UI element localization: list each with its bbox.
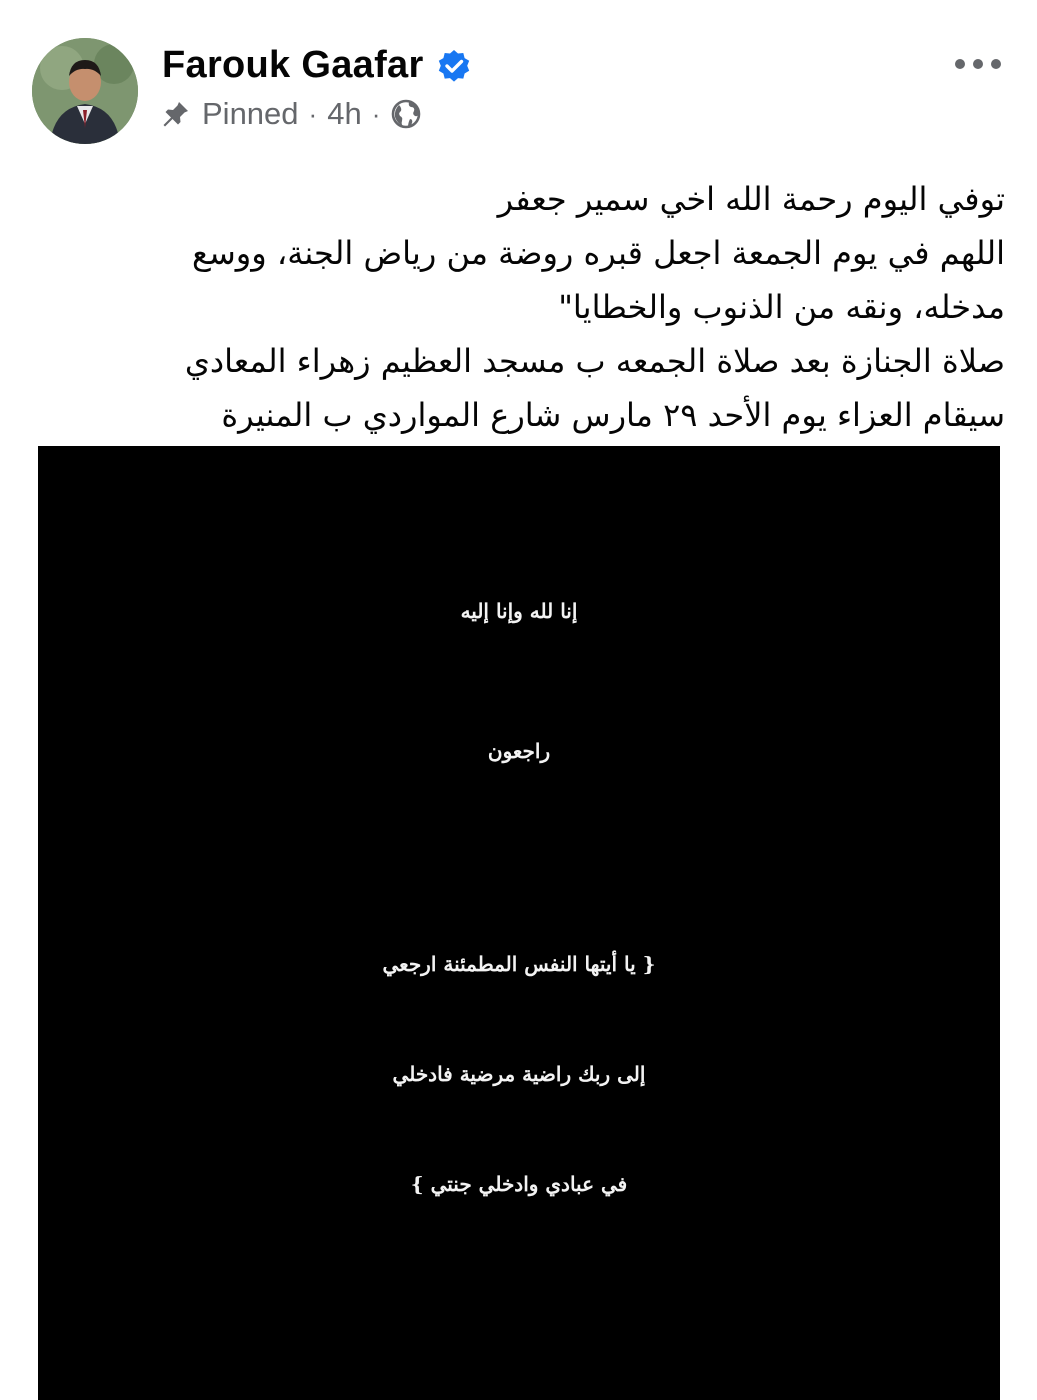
more-options-button[interactable] [952, 52, 1004, 76]
author-avatar[interactable] [32, 38, 138, 144]
image-verse-line: { يا أيتها النفس المطمئنة ارجعي [382, 952, 656, 976]
pin-icon [160, 98, 192, 130]
post-image[interactable] [38, 446, 1000, 1400]
image-verse-line: في عبادي وادخلي جنتي } [410, 1172, 628, 1196]
separator-dot: · [308, 98, 318, 129]
post-text-line: صلاة الجنازة بعد صلاة الجمعه ب مسجد العظيم زهراء المعادي [184, 342, 1005, 380]
more-dot [991, 59, 1001, 69]
post-text [30, 172, 1005, 442]
avatar-photo [32, 38, 138, 144]
image-verse-line: إلى ربك راضية مرضية فادخلي [392, 1062, 646, 1086]
globe-icon[interactable] [390, 98, 422, 130]
post-meta [160, 96, 422, 132]
post-text-line: مدخله، ونقه من الذنوب والخطايا" [558, 288, 1005, 326]
image-calligraphy-line: إنا لله وإنا إليه [460, 599, 578, 623]
post-text-line: سيقام العزاء يوم الأحد ٢٩ مارس شارع المواردي ب المنيرة [221, 396, 1005, 434]
post-time[interactable]: 4h [327, 96, 362, 131]
post-text-line: توفي اليوم رحمة الله اخي سمير جعفر [497, 180, 1005, 218]
more-dot [973, 59, 983, 69]
more-dot [955, 59, 965, 69]
post-text-line: اللهم في يوم الجمعة اجعل قبره روضة من رياض الجنة، ووسع [191, 234, 1005, 272]
pinned-label: Pinned [202, 96, 299, 131]
verified-badge-icon [436, 48, 472, 84]
author-row [162, 44, 472, 87]
image-calligraphy-line: راجعون [487, 739, 551, 763]
separator-dot: · [371, 98, 381, 129]
author-name[interactable]: Farouk Gaafar [162, 44, 424, 86]
